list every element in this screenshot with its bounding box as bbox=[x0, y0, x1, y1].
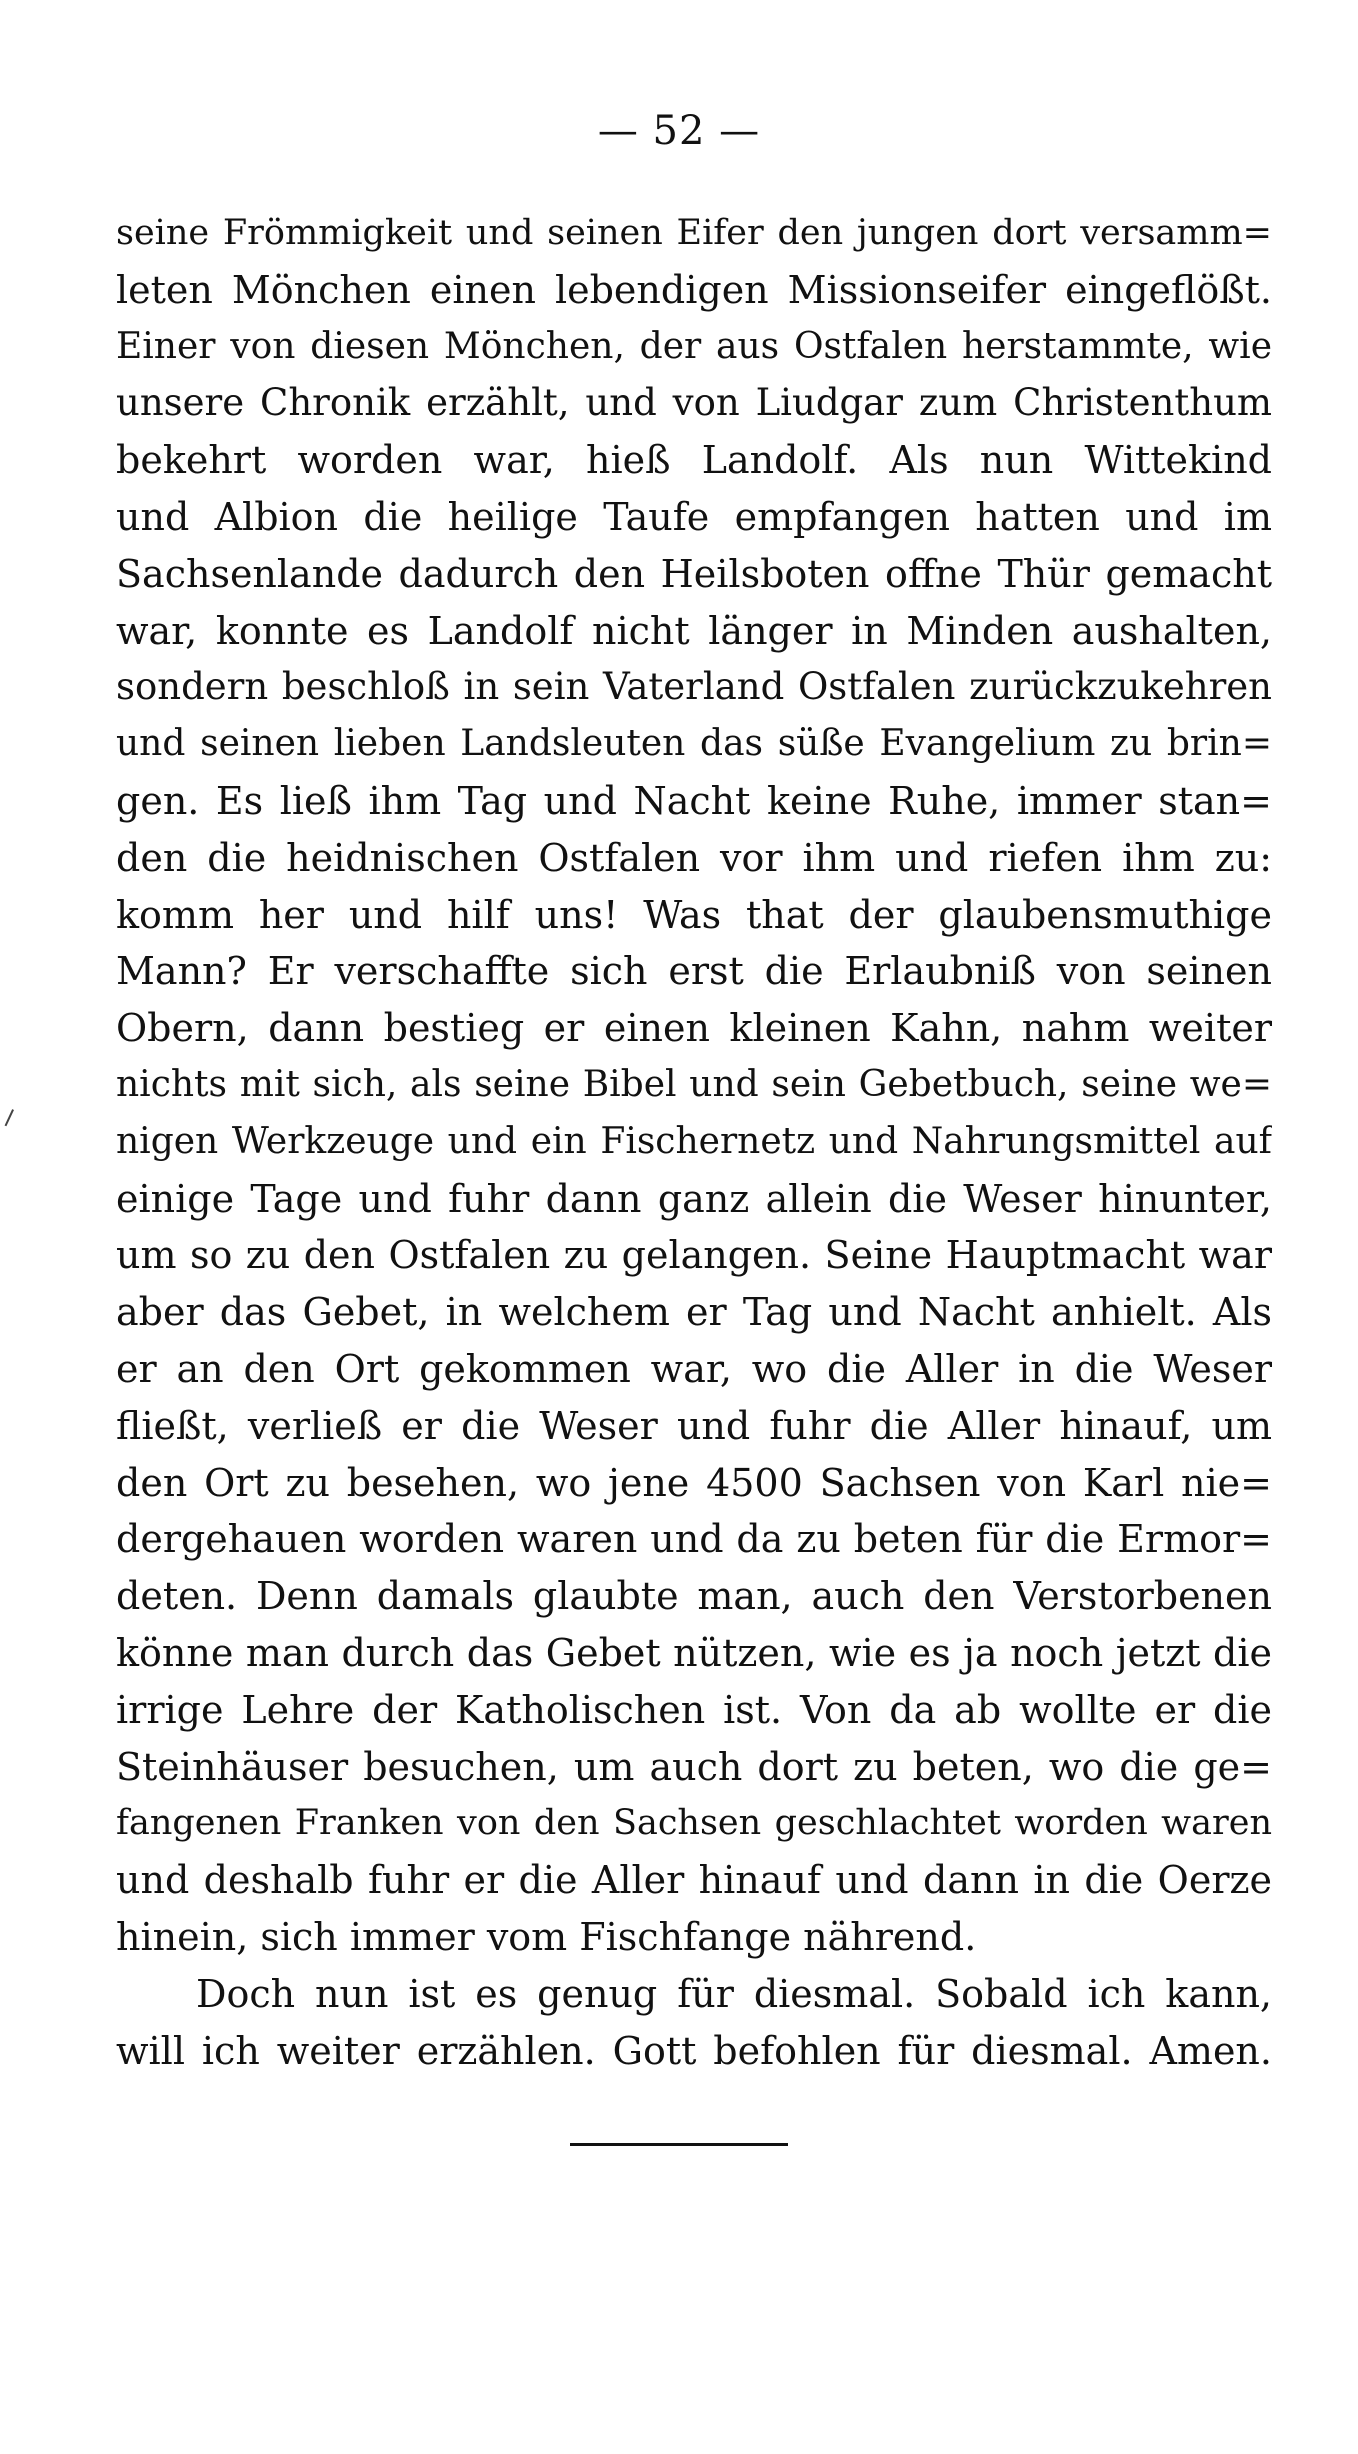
page-number: — 52 — bbox=[597, 108, 761, 154]
text-line: dergehauen worden waren und da zu beten für die Ermor= bbox=[116, 1517, 1272, 1562]
text-line: um so zu den Ostfalen zu gelangen. Seine Hauptmacht war bbox=[116, 1233, 1272, 1278]
paragraph-2 bbox=[116, 1966, 1272, 2080]
text-line: fangenen Franken von den Sachsen geschlachtet worden waren bbox=[116, 1803, 1272, 1844]
margin-mark bbox=[5, 1109, 20, 1129]
text-line: unsere Chronik erzählt, und von Liudgar zum Christenthum bbox=[116, 381, 1272, 425]
text-line: komm her und hilf uns! Was that der glaubensmuthige bbox=[116, 892, 1272, 937]
text-line: fließt, verließ er die Weser und fuhr die Aller hinauf, um bbox=[116, 1403, 1272, 1448]
text-line: bekehrt worden war, hieß Landolf. Als nun Wittekind bbox=[116, 438, 1272, 483]
paragraph-1 bbox=[116, 205, 1272, 1966]
text-line: irrige Lehre der Katholischen ist. Von da ab wollte er die bbox=[116, 1687, 1272, 1732]
text-line: hinein, sich immer vom Fischfange nährend. bbox=[116, 1914, 977, 1959]
body-text bbox=[116, 205, 1272, 2079]
text-line: einige Tage und fuhr dann ganz allein die Weser hinunter, bbox=[116, 1176, 1272, 1221]
text-line: Doch nun ist es genug für diesmal. Sobald ich kann, bbox=[196, 1971, 1272, 2016]
text-line: Obern, dann bestieg er einen kleinen Kahn, nahm weiter bbox=[116, 1006, 1272, 1051]
text-line: gen. Es ließ ihm Tag und Nacht keine Ruhe, immer stan= bbox=[116, 778, 1272, 823]
closing-rule bbox=[570, 2143, 788, 2146]
text-line: und Albion die heilige Taufe empfangen hatten und im bbox=[116, 494, 1272, 539]
text-line: Sachsenlande dadurch den Heilsboten offne Thür gemacht bbox=[116, 551, 1272, 596]
text-line: Einer von diesen Mönchen, der aus Ostfalen herstammte, wie bbox=[116, 325, 1272, 367]
text-line: seine Frömmigkeit und seinen Eifer den jungen dort versamm= bbox=[116, 213, 1272, 253]
text-line: aber das Gebet, in welchem er Tag und Nacht anhielt. Als bbox=[116, 1290, 1272, 1335]
text-line: deten. Denn damals glaubte man, auch den Verstorbenen bbox=[116, 1574, 1272, 1619]
text-line: er an den Ort gekommen war, wo die Aller in die Weser bbox=[116, 1346, 1272, 1391]
text-line: Steinhäuser besuchen, um auch dort zu beten, wo die ge= bbox=[116, 1744, 1272, 1789]
text-line: könne man durch das Gebet nützen, wie es ja noch jetzt die bbox=[116, 1630, 1272, 1675]
text-line: den Ort zu besehen, wo jene 4500 Sachsen von Karl nie= bbox=[116, 1460, 1272, 1505]
text-line: nichts mit sich, als seine Bibel und sein Gebetbuch, seine we= bbox=[116, 1063, 1272, 1105]
text-line: sondern beschloß in sein Vaterland Ostfalen zurückzukehren bbox=[116, 665, 1272, 709]
text-line: und seinen lieben Landsleuten das süße Evangelium zu brin= bbox=[116, 723, 1272, 765]
text-line: nigen Werkzeuge und ein Fischernetz und Nahrungsmittel auf bbox=[116, 1120, 1272, 1162]
text-line: Mann? Er verschaffte sich erst die Erlaubniß von seinen bbox=[116, 949, 1272, 994]
text-line: war, konnte es Landolf nicht länger in Minden aushalten, bbox=[116, 608, 1272, 653]
text-line: und deshalb fuhr er die Aller hinauf und dann in die Oerze bbox=[116, 1858, 1272, 1903]
text-line: den die heidnischen Ostfalen vor ihm und riefen ihm zu: bbox=[116, 835, 1272, 880]
text-line: leten Mönchen einen lebendigen Missionseifer eingeflößt. bbox=[116, 267, 1272, 312]
text-line: will ich weiter erzählen. Gott befohlen für diesmal. Amen. bbox=[116, 2028, 1272, 2073]
